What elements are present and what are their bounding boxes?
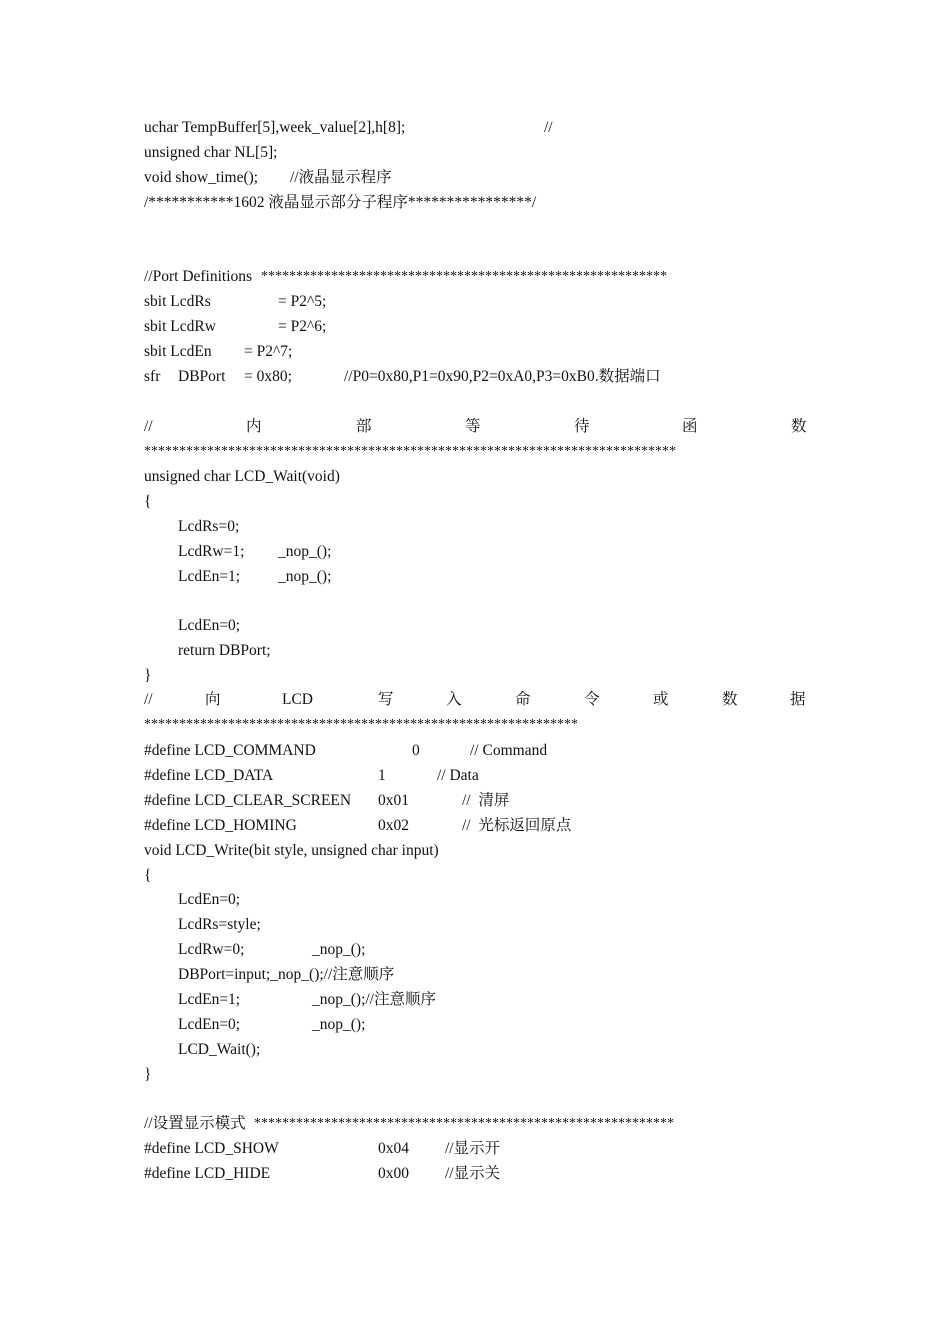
code-text: #define LCD_CLEAR_SCREEN (144, 792, 352, 809)
heading-word: 等 (465, 418, 481, 435)
section-heading (144, 417, 806, 437)
code-line (144, 791, 510, 811)
code-line (178, 542, 332, 562)
code-text: LcdEn=1; (178, 568, 241, 585)
code-line: DBPort=input;_nop_();//注意顺序 (178, 966, 395, 983)
code-line: return DBPort; (178, 642, 271, 659)
code-text: #define LCD_HIDE (144, 1165, 271, 1182)
heading-word: 或 (653, 691, 669, 708)
code-text: = P2^6; (278, 318, 327, 335)
heading-word: 令 (584, 691, 600, 708)
code-comment: // 清屏 (462, 792, 510, 809)
code-text: #define LCD_SHOW (144, 1140, 279, 1157)
star-divider: ************************************************************** (144, 717, 578, 732)
heading-word: 写 (378, 691, 394, 708)
code-comment: //显示开 (445, 1140, 501, 1157)
code-line (178, 1015, 366, 1035)
code-text: 0x04 (378, 1140, 409, 1157)
code-text: = 0x80; (244, 368, 292, 385)
code-line (144, 317, 327, 337)
heading-word: 入 (446, 691, 462, 708)
code-line (144, 267, 667, 287)
code-line: } (144, 667, 152, 684)
heading-word: 部 (356, 418, 372, 435)
code-text: 0x02 (378, 817, 409, 834)
star-divider: **************************************************************************** (144, 444, 676, 459)
code-text: #define LCD_COMMAND (144, 742, 316, 759)
code-comment: // Command (470, 742, 548, 759)
code-stars: ********************************************************** (261, 269, 667, 284)
code-text: sbit LcdRw (144, 318, 216, 335)
code-text: #define LCD_DATA (144, 767, 274, 784)
heading-word: 数 (722, 691, 738, 708)
code-comment: //Port Definitions (144, 268, 253, 285)
code-line: LcdRs=style; (178, 916, 261, 933)
section-heading (144, 690, 806, 710)
code-line: /***********1602 液晶显示部分子程序****************/ (144, 194, 537, 211)
code-text: _nop_(); (278, 543, 332, 560)
code-text: _nop_(); (312, 1016, 366, 1033)
code-text: uchar TempBuffer[5],week_value[2],h[8]; (144, 119, 406, 136)
code-line (144, 168, 392, 188)
code-text: = P2^7; (244, 343, 293, 360)
code-text: sbit LcdRs (144, 293, 211, 310)
code-text: sbit LcdEn (144, 343, 212, 360)
code-text: 0x00 (378, 1165, 409, 1182)
code-line: unsigned char LCD_Wait(void) (144, 468, 340, 485)
code-line (144, 1164, 501, 1184)
code-text: 1 (378, 767, 386, 784)
code-line: } (144, 1066, 152, 1083)
code-line: void LCD_Write(bit style, unsigned char input) (144, 842, 439, 859)
code-line (144, 1139, 501, 1159)
heading-word: 数 (791, 418, 807, 435)
code-comment: // 光标返回原点 (462, 817, 572, 834)
code-line (144, 292, 327, 312)
heading-word: 据 (790, 691, 806, 708)
heading-word: // (144, 691, 153, 708)
code-line: LcdEn=0; (178, 617, 241, 634)
code-comment: //显示关 (445, 1165, 501, 1182)
code-text: LcdRw=1; (178, 543, 245, 560)
code-line (178, 567, 332, 587)
code-text: DBPort (178, 368, 226, 385)
code-text: LcdEn=0; (178, 1016, 241, 1033)
code-line (178, 990, 436, 1010)
heading-word: 函 (682, 418, 698, 435)
code-text: 0 (412, 742, 420, 759)
code-line (144, 816, 572, 836)
code-line (144, 1114, 674, 1134)
code-comment: //设置显示模式 (144, 1115, 246, 1132)
code-line: { (144, 867, 152, 884)
code-comment: //P0=0x80,P1=0x90,P2=0xA0,P3=0xB0.数据端口 (344, 368, 661, 385)
heading-word: 内 (246, 418, 262, 435)
code-text: = P2^5; (278, 293, 327, 310)
code-line (144, 342, 293, 362)
code-text: 0x01 (378, 792, 409, 809)
code-line: LCD_Wait(); (178, 1041, 261, 1058)
code-text: sfr (144, 368, 161, 385)
code-text: _nop_();//注意顺序 (312, 991, 436, 1008)
code-text: void show_time(); (144, 169, 259, 186)
code-text: _nop_(); (312, 941, 366, 958)
code-comment: // (544, 119, 553, 136)
code-text: #define LCD_HOMING (144, 817, 297, 834)
code-line: { (144, 493, 152, 510)
code-line (144, 766, 479, 786)
code-line (144, 118, 553, 138)
heading-word: 命 (515, 691, 531, 708)
code-text: LcdEn=1; (178, 991, 241, 1008)
code-line (178, 940, 366, 960)
heading-word: // (144, 418, 153, 435)
code-text: LcdRw=0; (178, 941, 245, 958)
code-line (144, 367, 661, 387)
code-comment: //液晶显示程序 (290, 169, 392, 186)
code-line: unsigned char NL[5]; (144, 144, 278, 161)
heading-word: LCD (282, 691, 313, 708)
code-line (144, 741, 548, 761)
code-comment: // Data (437, 767, 479, 784)
code-line: LcdRs=0; (178, 518, 240, 535)
code-line: LcdEn=0; (178, 891, 241, 908)
code-stars: ************************************************************ (254, 1116, 674, 1131)
code-text: _nop_(); (278, 568, 332, 585)
heading-word: 向 (205, 691, 221, 708)
heading-word: 待 (574, 418, 590, 435)
